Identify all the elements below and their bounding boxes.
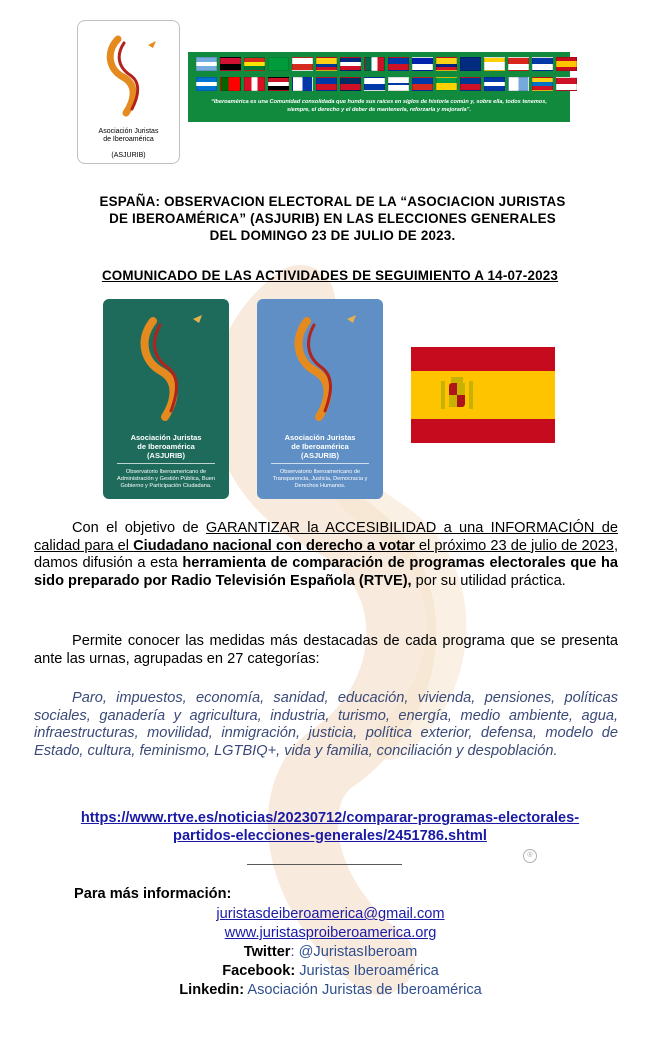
card-description: Observatorio Iberoamericano de Administración y Gestión Pública, Buen Gobierno y Participación Ciudadana.: [117, 469, 215, 489]
contact-website-link[interactable]: www.juristasproiberoamerica.org: [224, 925, 437, 941]
title-line-3: DEL DOMINGO 23 DE JULIO DE 2023.: [209, 228, 456, 243]
document-title: [60, 193, 605, 244]
contact-email-link[interactable]: juristasdeiberoamerica@gmail.com: [216, 906, 445, 922]
iberoamerica-ribbon-icon: [78, 21, 179, 121]
paragraph-intro: Con el objetivo de GARANTIZAR la ACCESIBILIDAD a una INFORMACIÓN de calidad para el Ciudadano nacional con derecho a votar el próximo 23 de julio de 2023, damos difusión a esta herramienta de comparación de programas electorales que ha sido preparado por Radio Televisión Española (RTVE), por su utilidad práctica.: [34, 520, 618, 589]
ribbon-logo-icon: [103, 299, 229, 429]
flag-row-1: [196, 57, 577, 71]
logo-line-3: (ASJURIB): [111, 152, 146, 159]
title-line-2: DE IBEROAMÉRICA” (ASJURIB) EN LAS ELECCIONES GENERALES: [109, 211, 556, 226]
spain-flag-icon: [411, 347, 555, 443]
contact-facebook: Facebook: Juristas Iberoamérica: [222, 963, 439, 979]
asjurib-logo: [77, 20, 180, 164]
title-line-1: ESPAÑA: OBSERVACION ELECTORAL DE LA “ASOCIACION JURISTAS: [99, 194, 566, 209]
categories-list: Paro, impuestos, economía, sanidad, educación, vivienda, pensiones, políticas sociales, ganadería y agricultura, industria, turismo, energía, medio ambiente, agua, infraestructuras, movilidad, inmigración, justicia, política exterior, defensa, modelo de Estado, cultura, feminismo, LGTBIQ+, vida y familia, conciliación y despoblación.: [34, 690, 618, 759]
flag-row-2: [196, 77, 577, 91]
card-name: Asociación Juristas de Iberoamérica (ASJURIB): [130, 433, 202, 460]
ibero-flags-banner: [188, 52, 570, 122]
rtve-link[interactable]: https://www.rtve.es/noticias/20230712/comparar-programas-electorales- partidos-elecciones-generales/2451786.shtml: [80, 810, 580, 844]
logo-line-2: de Iberoamérica: [103, 136, 154, 143]
card-divider: [271, 463, 369, 464]
card-divider: [117, 463, 215, 464]
observatory-card-administracion: [103, 299, 229, 499]
observatory-card-transparencia: [257, 299, 383, 499]
registered-mark: ®: [523, 849, 537, 863]
horizontal-rule: [247, 864, 402, 865]
card-description: Observatorio Iberoamericano de Transparencia, Justicia, Democracia y Derechos Humanos.: [272, 469, 368, 489]
document-subtitle: COMUNICADO DE LAS ACTIVIDADES DE SEGUIMIENTO A 14-07-2023: [101, 268, 559, 283]
card-name: Asociación Juristas de Iberoamérica (ASJURIB): [284, 433, 356, 460]
contact-twitter: Twitter: @JuristasIberoam: [243, 944, 418, 960]
contact-heading: Para más información:: [74, 886, 232, 902]
paragraph-categories-intro: Permite conocer las medidas más destacadas de cada programa que se presenta ante las urnas, agrupadas en 27 categorías:: [34, 633, 618, 667]
ribbon-logo-icon: [257, 299, 383, 429]
logo-line-1: Asociación Juristas: [98, 128, 159, 135]
banner-quote: “Iberoamérica es una Comunidad consolidada que hunde sus raíces en siglos de historia común y, sobre ella, todos tenemos, siempre, el derecho y el deber de mantenerla, reforzarla y mejorarla”.: [211, 99, 547, 113]
contact-linkedin: Linkedin: Asociación Juristas de Iberoamérica: [179, 982, 482, 998]
